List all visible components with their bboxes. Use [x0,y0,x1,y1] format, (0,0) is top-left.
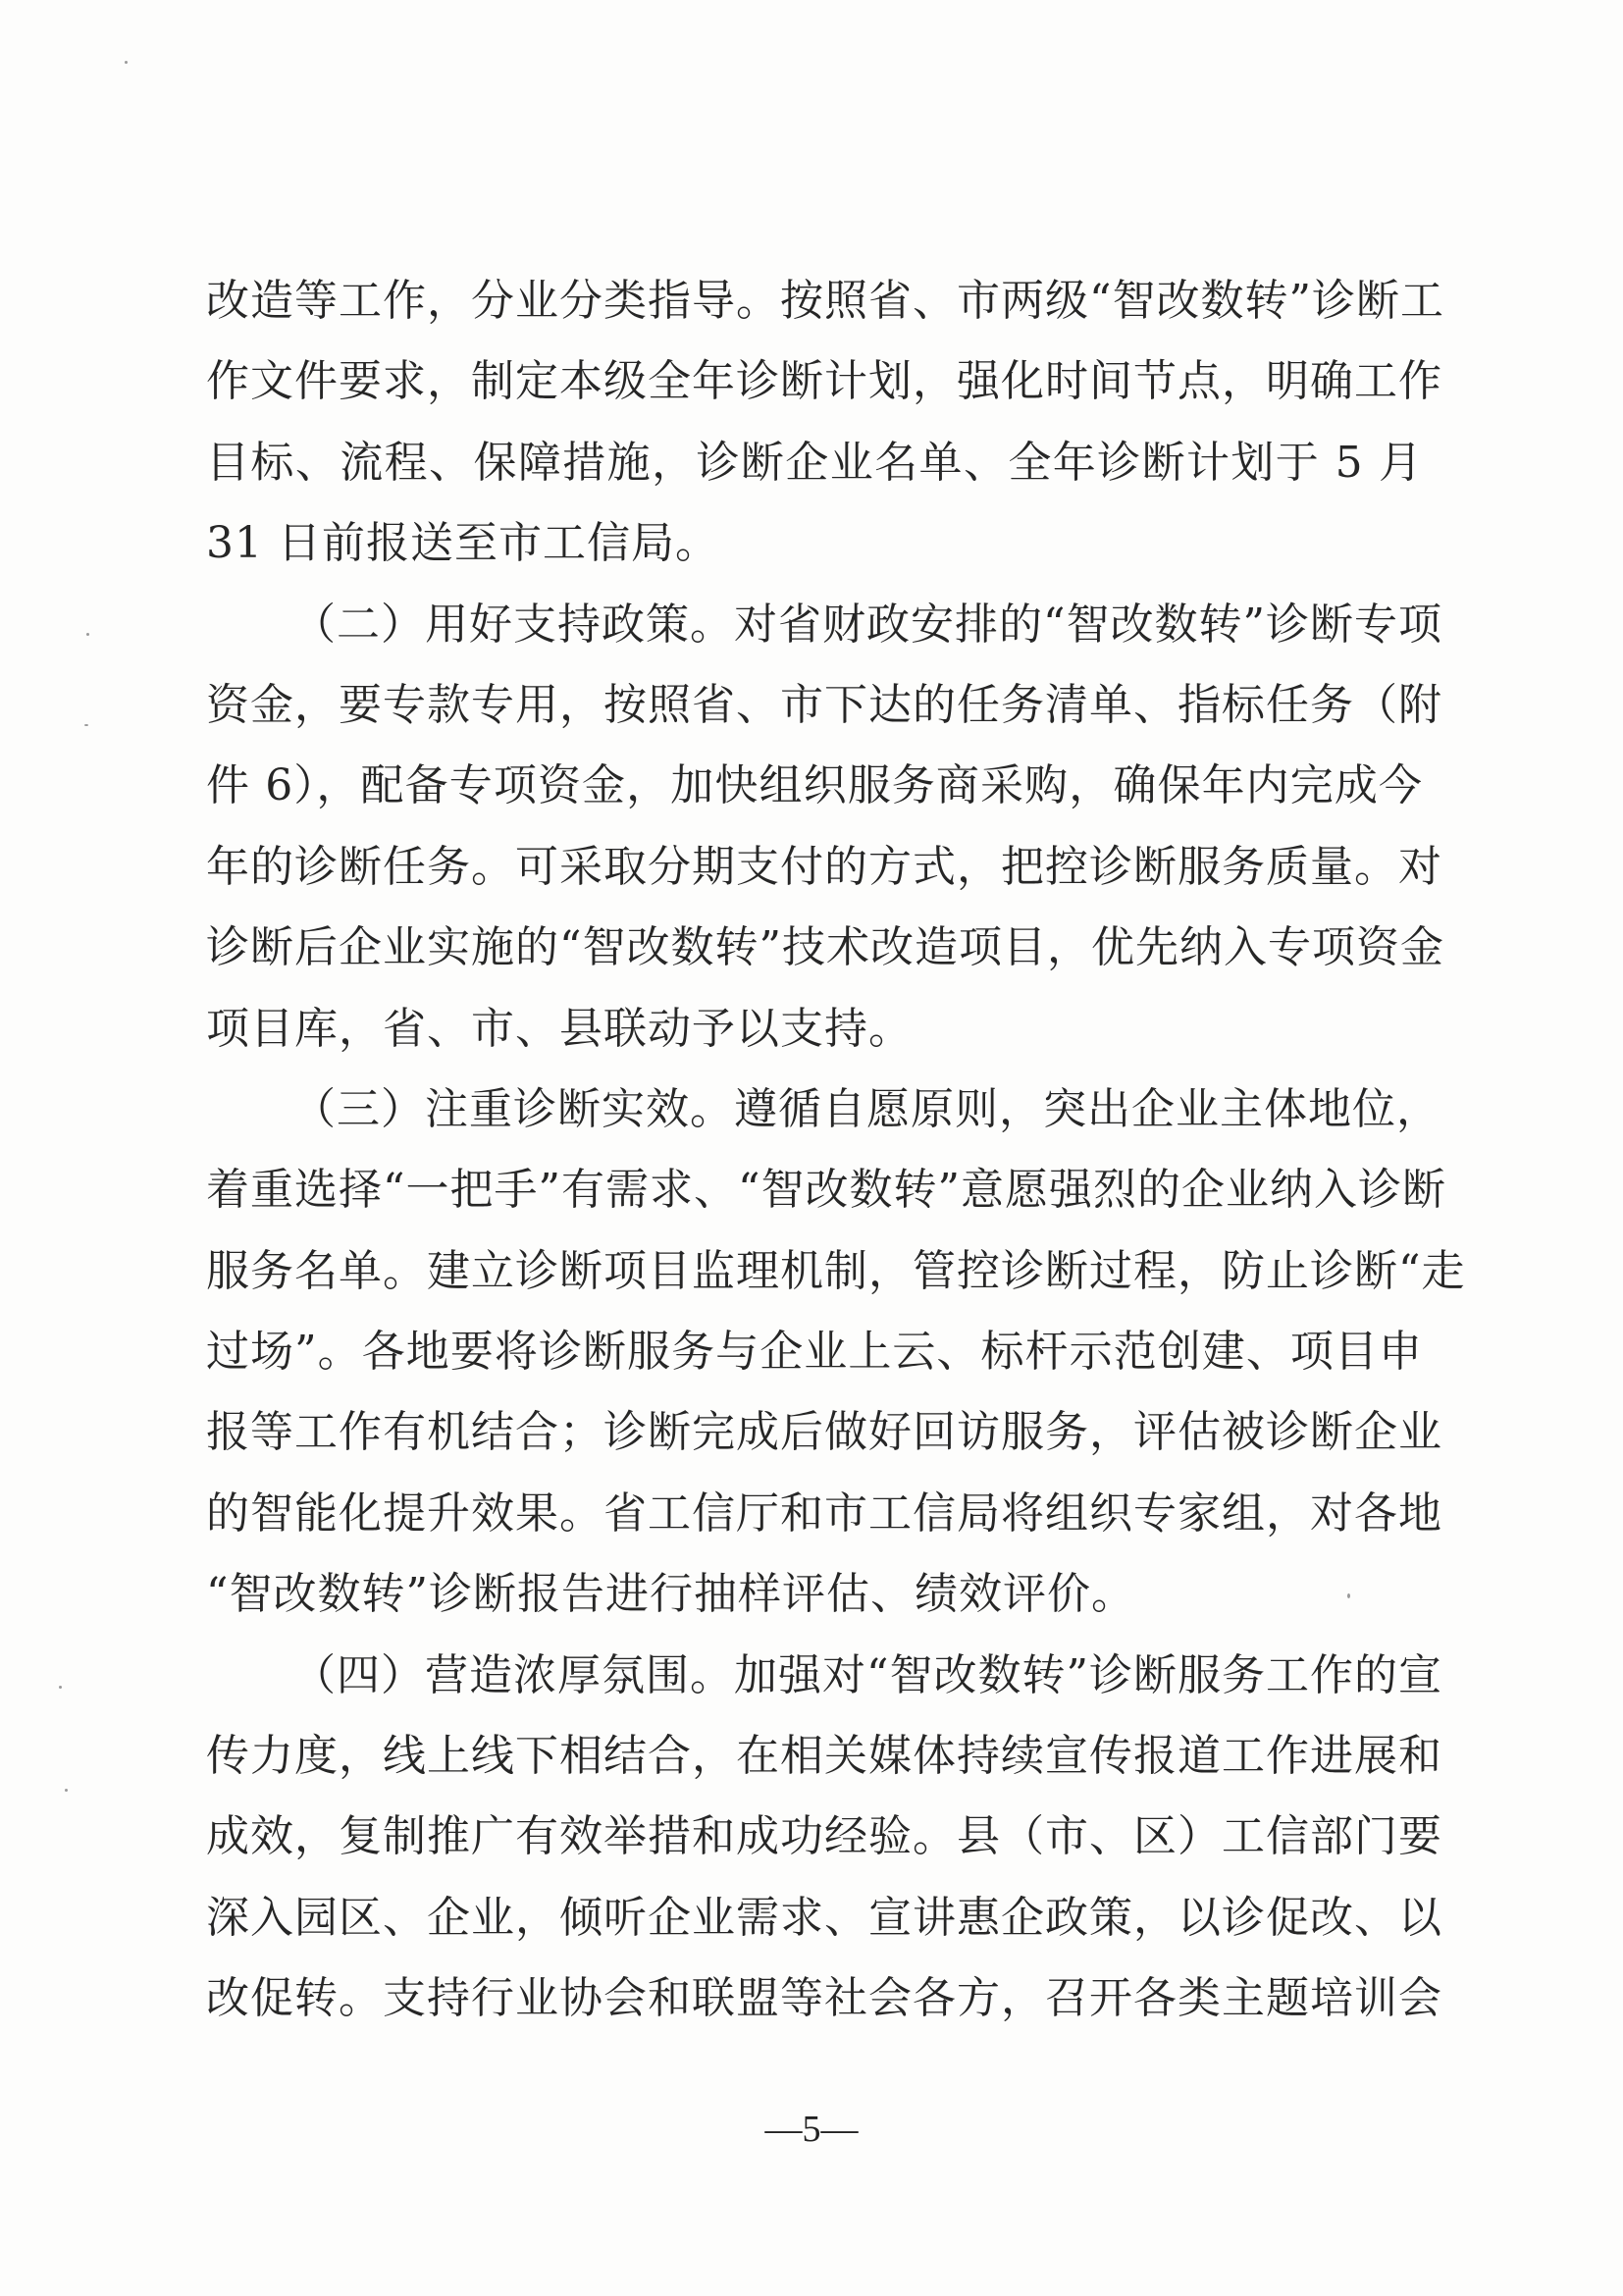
text-line: 深入园区、企业，倾听企业需求、宣讲惠企政策，以诊促改、以 [206,1892,1442,1943]
text-line: 服务名单。建立诊断项目监理机制，管控诊断过程，防止诊断“走 [206,1245,1466,1296]
body-text [206,261,1466,2040]
text-line: 目标、流程、保障措施，诊断企业名单、全年诊断计划于 5 月 [206,437,1423,488]
text-line: 资金，要专款专用，按照省、市下达的任务清单、指标任务（附 [206,679,1442,730]
text-line: 年的诊断任务。可采取分期支付的方式，把控诊断服务质量。对 [206,841,1442,892]
scan-speck [59,1686,62,1689]
text-line: 传力度，线上线下相结合，在相关媒体持续宣传报道工作进展和 [206,1731,1442,1782]
text-line: 过场”。各地要将诊断服务与企业上云、标杆示范创建、项目申 [206,1327,1423,1378]
text-line: 成效，复制推广有效举措和成功经验。县（市、区）工信部门要 [206,1811,1442,1862]
text-line: 件 6），配备专项资金，加快组织服务商采购，确保年内完成今 [206,760,1423,811]
text-line: 31 日前报送至市工信局。 [206,518,719,569]
paragraph-heading-line: （二）用好支持政策。对省财政安排的“智改数转”诊断专项 [292,599,1442,650]
paragraph-heading-line: （三）注重诊断实效。遵循自愿原则，突出企业主体地位， [292,1083,1440,1134]
text-line: 作文件要求，制定本级全年诊断计划，强化时间节点，明确工作 [206,356,1442,407]
text-line: 着重选择“一把手”有需求、“智改数转”意愿强烈的企业纳入诊断 [206,1165,1446,1216]
text-line: 的智能化提升效果。省工信厅和市工信局将组织专家组，对各地 [206,1487,1442,1539]
scan-speck [84,724,88,726]
scan-speck [86,633,89,636]
page-number: —5— [764,2109,859,2150]
paragraph-heading-line: （四）营造浓厚氛围。加强对“智改数转”诊断服务工作的宣 [292,1649,1442,1700]
scan-speck [65,1789,68,1792]
text-line: 项目库，省、市、县联动予以支持。 [206,1003,913,1054]
scan-speck [125,61,128,64]
text-line: 诊断后企业实施的“智改数转”技术改造项目，优先纳入专项资金 [206,922,1444,973]
text-line: 改造等工作，分业分类指导。按照省、市两级“智改数转”诊断工 [206,276,1444,326]
text-line: “智改数转”诊断报告进行抽样评估、绩效评价。 [206,1569,1135,1620]
text-line: 报等工作有机结合；诊断完成后做好回访服务，评估被诊断企业 [206,1407,1442,1458]
text-line: 改促转。支持行业协会和联盟等社会各方，召开各类主题培训会 [206,1973,1442,2024]
